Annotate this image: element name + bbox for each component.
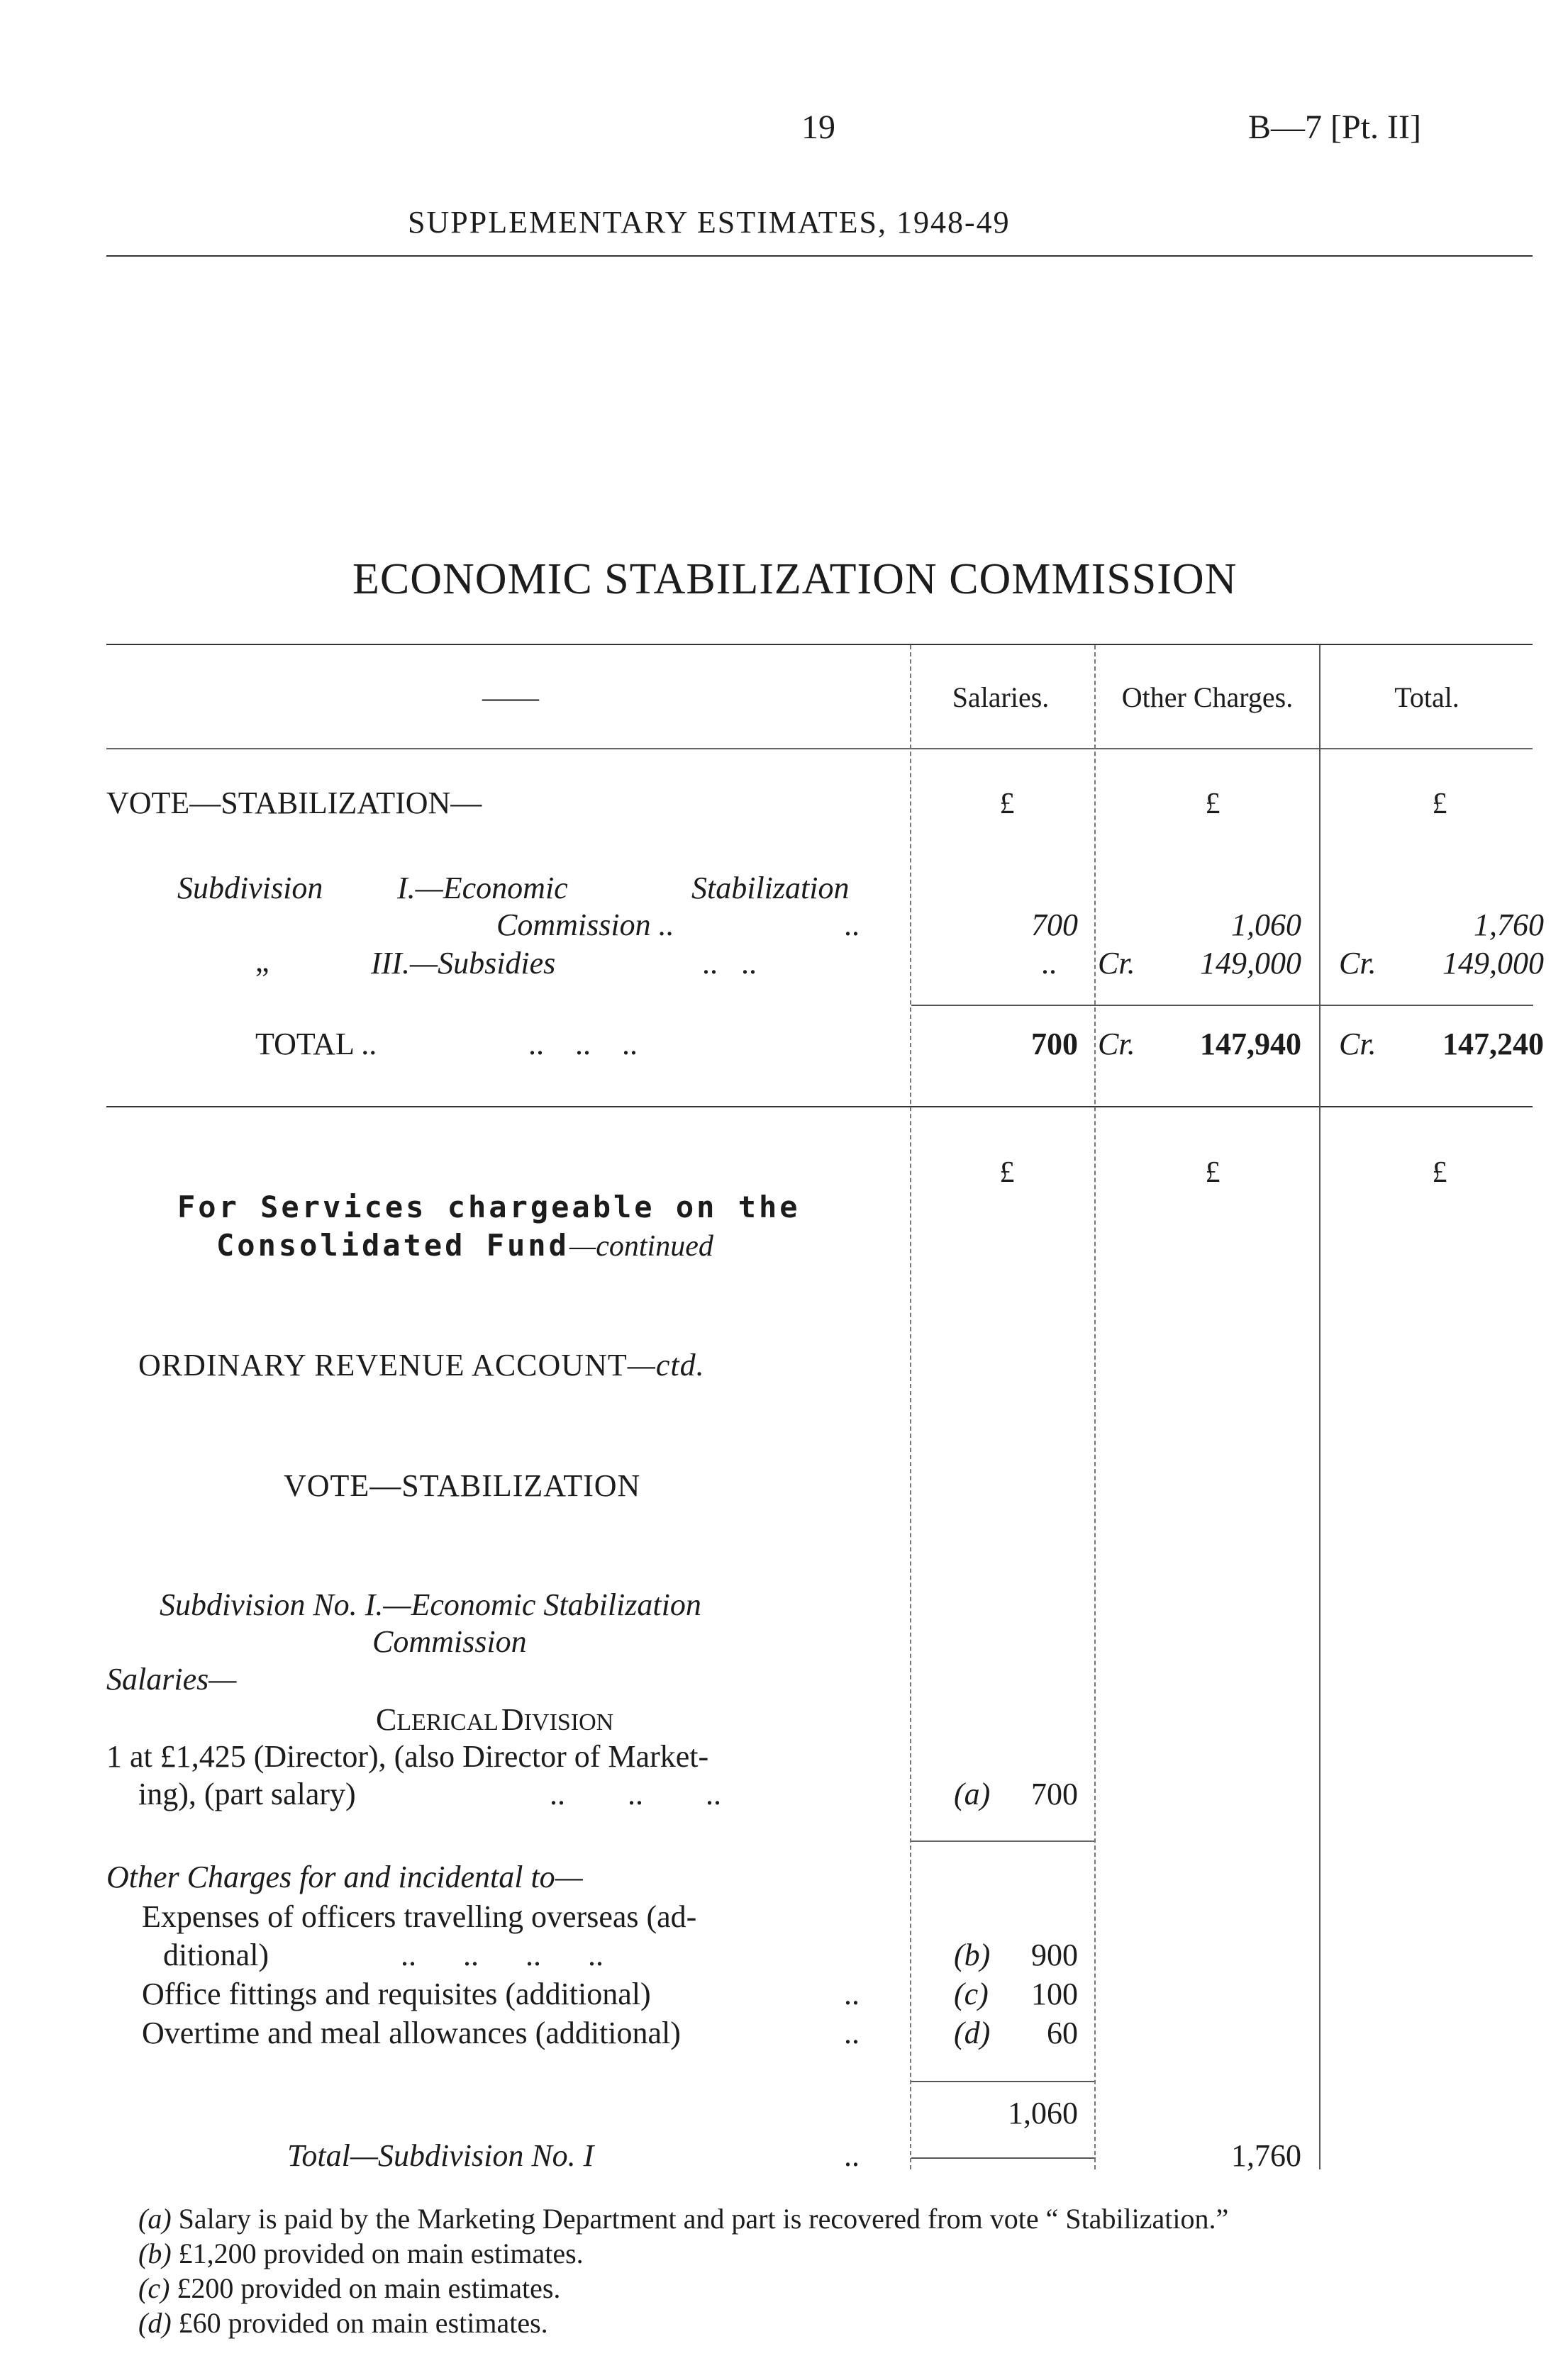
account-heading-text: ORDINARY REVENUE ACCOUNT xyxy=(138,1348,628,1382)
director-note-mark: (a) xyxy=(954,1777,991,1811)
salaries-column-header: Salaries. xyxy=(952,681,1050,713)
other-charges-sum-rule xyxy=(911,2081,1096,2082)
overtime-line: Overtime and meal allowances (additional) xyxy=(142,2016,681,2050)
salaries-column-rule xyxy=(910,645,913,2169)
vote-label: VOTE—STABILIZATION— xyxy=(106,786,482,820)
subdivision-one-other-charges: 1,060 xyxy=(1231,907,1301,942)
total-sum-rule xyxy=(1320,1005,1533,1006)
footnote-b-mark: (b) xyxy=(138,2237,172,2269)
footnote-d xyxy=(138,2306,548,2340)
subdivision-one-label-a: Subdivision xyxy=(177,871,323,905)
salaries-heading: Salaries— xyxy=(106,1662,237,1697)
summary-total-label: TOTAL .. xyxy=(255,1027,377,1061)
subdivision-one-label-b: I.—Economic xyxy=(397,871,568,905)
footnote-c-mark: (c) xyxy=(138,2272,170,2304)
subdivision-one-total: 1,760 xyxy=(1474,907,1544,942)
ditto-mark: „ xyxy=(255,944,269,978)
director-line2: ing), (part salary) xyxy=(138,1777,356,1811)
footnote-a xyxy=(138,2202,1228,2235)
footnote-c-text: £200 provided on main estimates. xyxy=(177,2272,561,2304)
footnote-b xyxy=(138,2237,584,2270)
overtime-note-mark: (d) xyxy=(954,2016,991,2050)
subdivision-one-label-line2: Commission .. xyxy=(496,907,674,942)
office-fittings-note-mark: (c) xyxy=(954,1977,989,2011)
clerical-division-heading xyxy=(376,1702,613,1738)
office-fittings-leader-dots: .. xyxy=(844,1977,860,2011)
salaries-pound-sign: £ xyxy=(999,788,1015,820)
summary-total-salaries: 700 xyxy=(1031,1027,1078,1061)
division-rest: IVISION xyxy=(523,1709,614,1736)
director-salary-amount: 700 xyxy=(1031,1777,1078,1811)
account-heading-suffix: —ctd. xyxy=(627,1348,705,1382)
salaries-subtotal-rule xyxy=(911,1840,1096,1842)
summary-total-total-prefix: Cr. xyxy=(1339,1027,1377,1061)
footnote-a-text: Salary is paid by the Marketing Department and part is recovered from vote “ Stabilization.” xyxy=(178,2203,1229,2235)
footnote-d-text: £60 provided on main estimates. xyxy=(178,2307,548,2339)
subdivision-total-leader-dots: .. xyxy=(844,2138,860,2173)
running-title: SUPPLEMENTARY ESTIMATES, 1948-49 xyxy=(408,205,1011,240)
continued-text: —continued xyxy=(569,1230,713,1263)
subdivision-one-leader-dots: .. xyxy=(844,907,860,942)
salaries-sum-rule xyxy=(911,1005,1096,1006)
subdivision-heading-line1: Subdivision No. I.—Economic Stabilization xyxy=(160,1587,701,1622)
subdivision-one-salaries: 700 xyxy=(1031,907,1078,942)
consolidated-fund-text: Consolidated Fund xyxy=(216,1228,569,1263)
header-rule xyxy=(106,255,1533,257)
detail-salaries-pound-sign: £ xyxy=(999,1156,1015,1189)
travel-expense-note-mark: (b) xyxy=(954,1938,991,1972)
office-fittings-line: Office fittings and requisites (additional) xyxy=(142,1977,651,2011)
footnote-a-mark: (a) xyxy=(138,2203,172,2235)
subdivision-three-leader-dots: .. .. xyxy=(702,946,757,981)
division-cap: D xyxy=(501,1702,524,1737)
footnote-c xyxy=(138,2272,560,2305)
subdivision-three-other-prefix: Cr. xyxy=(1098,946,1135,981)
footnote-b-text: £1,200 provided on main estimates. xyxy=(178,2237,584,2269)
summary-total-other-charges: 147,940 xyxy=(1200,1027,1301,1061)
subdivision-total-amount: 1,760 xyxy=(1231,2138,1301,2173)
subdivision-one-label-c: Stabilization xyxy=(691,871,850,905)
other-charges-subtotal: 1,060 xyxy=(1008,2096,1078,2130)
total-column-header: Total. xyxy=(1394,681,1459,713)
director-leader-dots: .. .. .. xyxy=(550,1777,721,1811)
other-charges-subtotal-rule xyxy=(911,2157,1096,2159)
footnote-d-mark: (d) xyxy=(138,2307,172,2339)
section-title: ECONOMIC STABILIZATION COMMISSION xyxy=(352,555,1238,603)
summary-total-total: 147,240 xyxy=(1442,1027,1544,1061)
subdivision-three-label: III.—Subsidies xyxy=(371,946,556,981)
detail-total-pound-sign: £ xyxy=(1432,1156,1447,1189)
total-pound-sign: £ xyxy=(1432,788,1447,820)
travel-expense-line2: ditional) xyxy=(163,1938,269,1972)
other-charges-heading: Other Charges for and incidental to— xyxy=(106,1860,583,1894)
clerical-cap: C xyxy=(376,1702,397,1737)
vote-heading: VOTE—STABILIZATION xyxy=(284,1468,641,1503)
summary-total-other-prefix: Cr. xyxy=(1098,1027,1135,1061)
clerical-rest: LERICAL xyxy=(396,1709,499,1736)
overtime-amount: 60 xyxy=(1047,2016,1078,2050)
blank-column-header: —— xyxy=(482,681,539,713)
other-sum-rule xyxy=(1096,1005,1320,1006)
other-charges-column-header: Other Charges. xyxy=(1121,681,1294,713)
subdivision-three-other-charges: 149,000 xyxy=(1200,946,1301,981)
other-charges-column-rule xyxy=(1094,645,1097,2169)
subdivision-three-salaries: .. xyxy=(1041,946,1057,981)
overtime-leader-dots: .. xyxy=(844,2016,860,2050)
office-fittings-amount: 100 xyxy=(1031,1977,1078,2011)
subdivision-three-total-prefix: Cr. xyxy=(1339,946,1377,981)
services-heading-line1: For Services chargeable on the xyxy=(177,1190,801,1224)
subdivision-total-label: Total—Subdivision No. I xyxy=(287,2138,594,2173)
summary-total-leader-dots: .. .. .. xyxy=(528,1027,638,1061)
travel-expense-amount: 900 xyxy=(1031,1938,1078,1972)
travel-expense-leader-dots: .. .. .. .. xyxy=(401,1938,604,1972)
page-number: 19 xyxy=(801,108,835,146)
total-column-rule xyxy=(1319,645,1320,2169)
document-reference: B—7 [Pt. II] xyxy=(1248,108,1421,146)
subdivision-three-total: 149,000 xyxy=(1442,946,1544,981)
other-charges-pound-sign: £ xyxy=(1205,788,1221,820)
detail-other-pound-sign: £ xyxy=(1205,1156,1221,1189)
subdivision-heading-line2: Commission xyxy=(372,1624,527,1659)
director-line1: 1 at £1,425 (Director), (also Director of Market- xyxy=(106,1739,709,1774)
travel-expense-line1: Expenses of officers travelling overseas (ad- xyxy=(142,1899,697,1934)
services-heading-line2 xyxy=(216,1228,713,1263)
account-heading xyxy=(138,1347,705,1383)
